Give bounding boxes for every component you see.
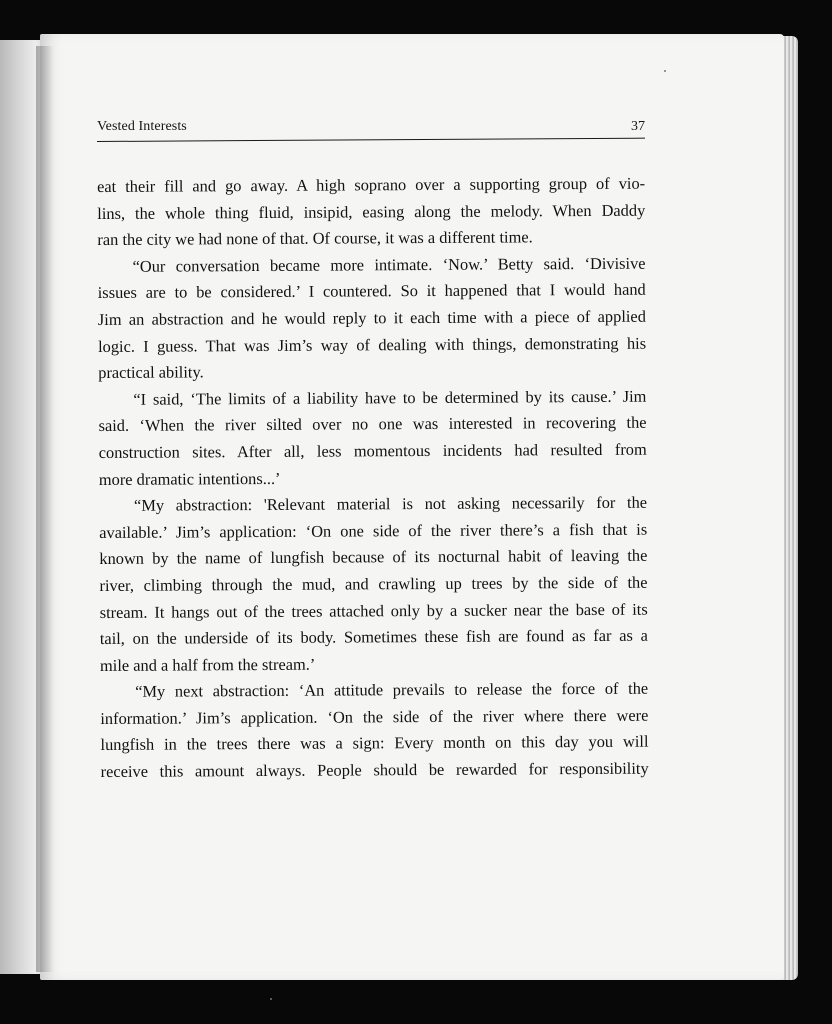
text-line: mile and a half from the stream.’	[99, 654, 316, 675]
text-line: “I said, ‘The limits of a liability have to be determined by its cause.’ Jim	[133, 386, 647, 409]
text-line: information.’ Jim’s application. ‘On the side of the river where there were	[100, 705, 649, 728]
paragraph	[100, 676, 649, 786]
text-line: “My next abstraction: ‘An attitude prevails to release the force of the	[135, 678, 649, 702]
text-line: said. ‘When the river silted over no one was interested in recovering the	[98, 412, 647, 436]
text-line: eat their fill and go away. A high soprano over a supporting group of vio-	[97, 173, 646, 196]
paper-speck	[270, 998, 272, 1000]
paragraph	[99, 490, 648, 680]
text-line: available.’ Jim’s application: ‘On one side of the river there’s a fish that is	[99, 519, 648, 542]
text-line: “Our conversation became more intimate. ‘Now.’ Betty said. ‘Divisive	[132, 253, 646, 276]
text-line: receive this amount always. People should be rewarded for responsibility	[100, 758, 649, 782]
text-line: lins, the whole thing fluid, insipid, easing along the melody. When Daddy	[97, 200, 646, 223]
text-line: construction sites. After all, less momentous incidents had resulted from	[98, 439, 647, 462]
text-line: issues are to be considered.’ I countered. So it happened that I would hand	[97, 280, 646, 303]
running-head	[97, 113, 645, 139]
text-line: more dramatic intentions...’	[98, 468, 281, 489]
paragraph	[97, 250, 646, 386]
body-text	[97, 171, 649, 786]
text-line: ran the city we had none of that. Of course, it was a different time.	[97, 227, 533, 250]
text-line: lungfish in the trees there was a sign: Every month on this day you will	[100, 732, 649, 755]
text-line: river, climbing through the mud, and crawling up trees by the side of the	[99, 572, 648, 595]
running-head-title: Vested Interests	[97, 119, 187, 134]
paragraph	[98, 383, 647, 493]
text-line: known by the name of lungfish because of its nocturnal habit of leaving the	[99, 545, 648, 569]
text-line: practical ability.	[98, 362, 204, 383]
gutter-shadow	[36, 46, 54, 972]
paragraph	[97, 171, 645, 254]
page-number: 37	[631, 119, 645, 134]
text-line: stream. It hangs out of the trees attached only by a sucker near the base of its	[99, 599, 648, 622]
text-line: “My abstraction: 'Relevant material is not asking necessarily for the	[133, 492, 648, 515]
text-line: Jim an abstraction and he would reply to it each time with a piece of applied	[97, 306, 646, 329]
text-line: tail, on the underside of its body. Sometimes these fish are found as far as a	[99, 625, 648, 649]
paper-speck	[664, 70, 666, 72]
text-line: logic. I guess. That was Jim’s way of dealing with things, demonstrating his	[97, 333, 647, 356]
